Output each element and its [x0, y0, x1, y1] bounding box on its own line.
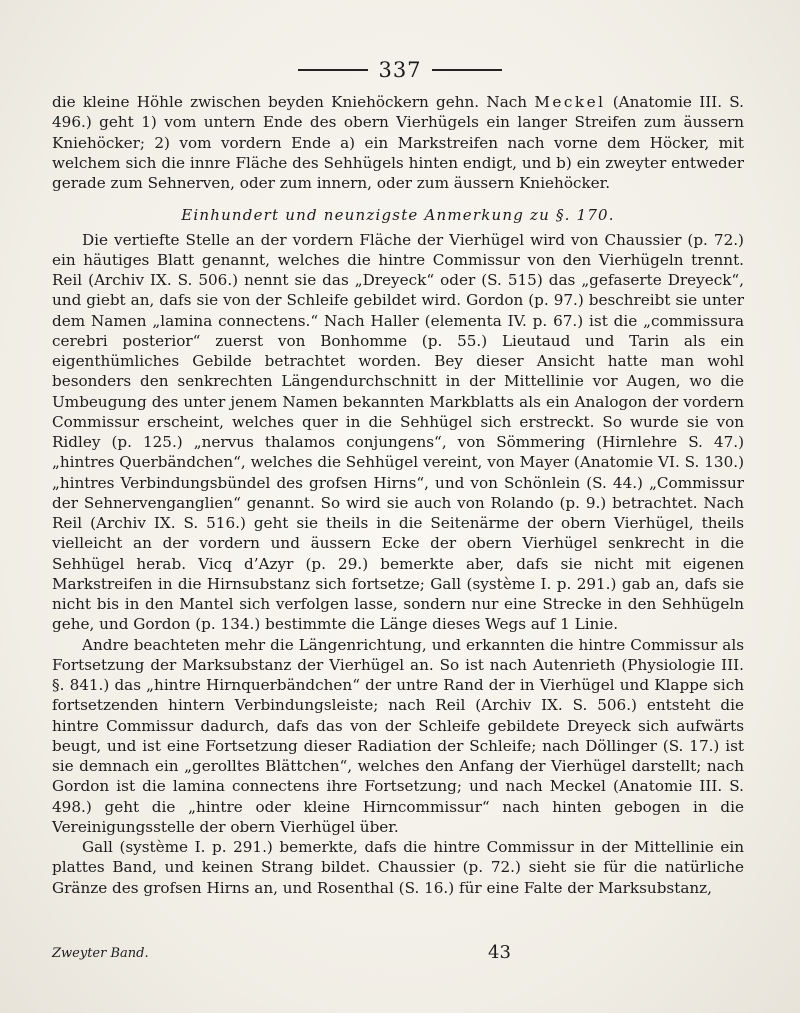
author-name: Meckel	[534, 93, 606, 111]
paragraph: Die vertiefte Stelle an der vordern Fläche der Vierhügel wird von Chaussier (p. 72.) ein häutiges Blatt genannt, welches die hintre Commissur von den Vierhügeln trennt. Reil (Archiv IX. S. 506.) nennt sie das „Dreyeck“ oder (S. 515) das „gefaserte Dreyeck“, und giebt an, dafs sie von der Schleife gebildet wird. Gordon (p. 97.) beschreibt sie unter dem Namen „lamina connectens.“ Nach Haller (elementa IV. p. 67.) ist die „commissura cerebri posterior“ zuerst von Bonhomme (p. 55.) Lieutaud und Tarin als ein eigenthümliches Gebilde betrachtet worden. Bey dieser Ansicht hatte man wohl besonders den senkrechten Längendurchschnitt in der Mittellinie vor Augen, wo die Umbeugung des unter jenem Namen bekannten Markblatts als ein Analogon der vordern Commissur erscheint, welches quer in die Sehhügel sich erstreckt. So wurde sie von Ridley (p. 125.) „nervus thalamos conjungens“, von Sömmering (Hirnlehre S. 47.) „hintres Querbändchen“, welches die Sehhügel vereint, von Mayer (Anatomie VI. S. 130.) „hintres Verbindungsbündel des grofsen Hirns“, und von Schönlein (S. 44.) „Commissur der Sehnervenganglien“ genannt. So wird sie auch von Rolando (p. 9.) betrachtet. Nach Reil (Archiv IX. S. 516.) geht sie theils in die Seitenärme der obern Vierhügel, theils vielleicht an der vordern und äussern Ecke der obern Vierhügel senkrecht in die Sehhügel herab. Vicq d’Azyr (p. 29.) bemerkte aber, dafs sie nicht mit eigenen Markstreifen in die Hirnsubstanz sich fortsetze; Gall (système I. p. 291.) gab an, dafs sie nicht bis in den Mantel sich verfolgen lasse, sondern nur eine Strecke in den Sehhügeln gehe, und Gordon (p. 134.) bestimmte die Länge dieses Wegs auf 1 Linie.	[52, 230, 744, 634]
header-rule-left	[298, 69, 368, 71]
page-number: 337	[378, 58, 422, 82]
annotation-heading: Einhundert und neunzigste Anmerkung zu §. 170.	[181, 206, 615, 225]
sheet-number: 43	[488, 942, 511, 963]
page-header	[0, 58, 800, 82]
page-body	[52, 92, 744, 898]
paragraph: Andre beachteten mehr die Längenrichtung, und erkannten die hintre Commissur als Fortsetzung der Marksubstanz der Vierhügel an. So ist nach Autenrieth (Physiologie III. §. 841.) das „hintre Hirnquerbändchen“ der untre Rand der in Vierhügel und Klappe sich fortsetzenden hintern Verbindungsleiste; nach Reil (Archiv IX. S. 506.) entsteht die hintre Commissur dadurch, dafs das von der Schleife gebildete Dreyeck sich aufwärts beugt, und ist eine Fortsetzung dieser Radiation der Schleife; nach Döllinger (S. 17.) ist sie demnach ein „gerolltes Blättchen“, welches den Anfang der Vierhügel darstellt; nach Gordon ist die lamina connectens ihre Fortsetzung; und nach Meckel (Anatomie III. S. 498.) geht die „hintre oder kleine Hirncommissur“ nach hinten gebogen in die Vereinigungsstelle der obern Vierhügel über.	[52, 635, 744, 836]
volume-signature: Zweyter Band.	[52, 946, 149, 961]
paragraph-continuation: die kleine Höhle zwischen beyden Kniehöckern gehn. Nach Meckel (Anatomie III. S. 496.) geht 1) vom untern Ende des obern Vierhügels ein langer Streifen zum äussern Kniehöcker; 2) vom vordern Ende a) ein Markstreifen nach vorne dem Höcker, mit welchem sich die innre Fläche des Sehhügels hinten endigt, und b) ein zweyter entweder gerade zum Sehnerven, oder zum innern, oder zum äussern Kniehöcker.	[52, 93, 744, 192]
paragraph: Gall (système I. p. 291.) bemerkte, dafs die hintre Commissur in der Mittellinie ein plattes Band, und keinen Strang bildet. Chaussier (p. 72.) sieht sie für die natürliche Gränze des grofsen Hirns an, und Rosenthal (S. 16.) für eine Falte der Marksubstanz,	[52, 838, 744, 897]
header-rule-right	[432, 69, 502, 71]
page-footer	[52, 942, 744, 966]
